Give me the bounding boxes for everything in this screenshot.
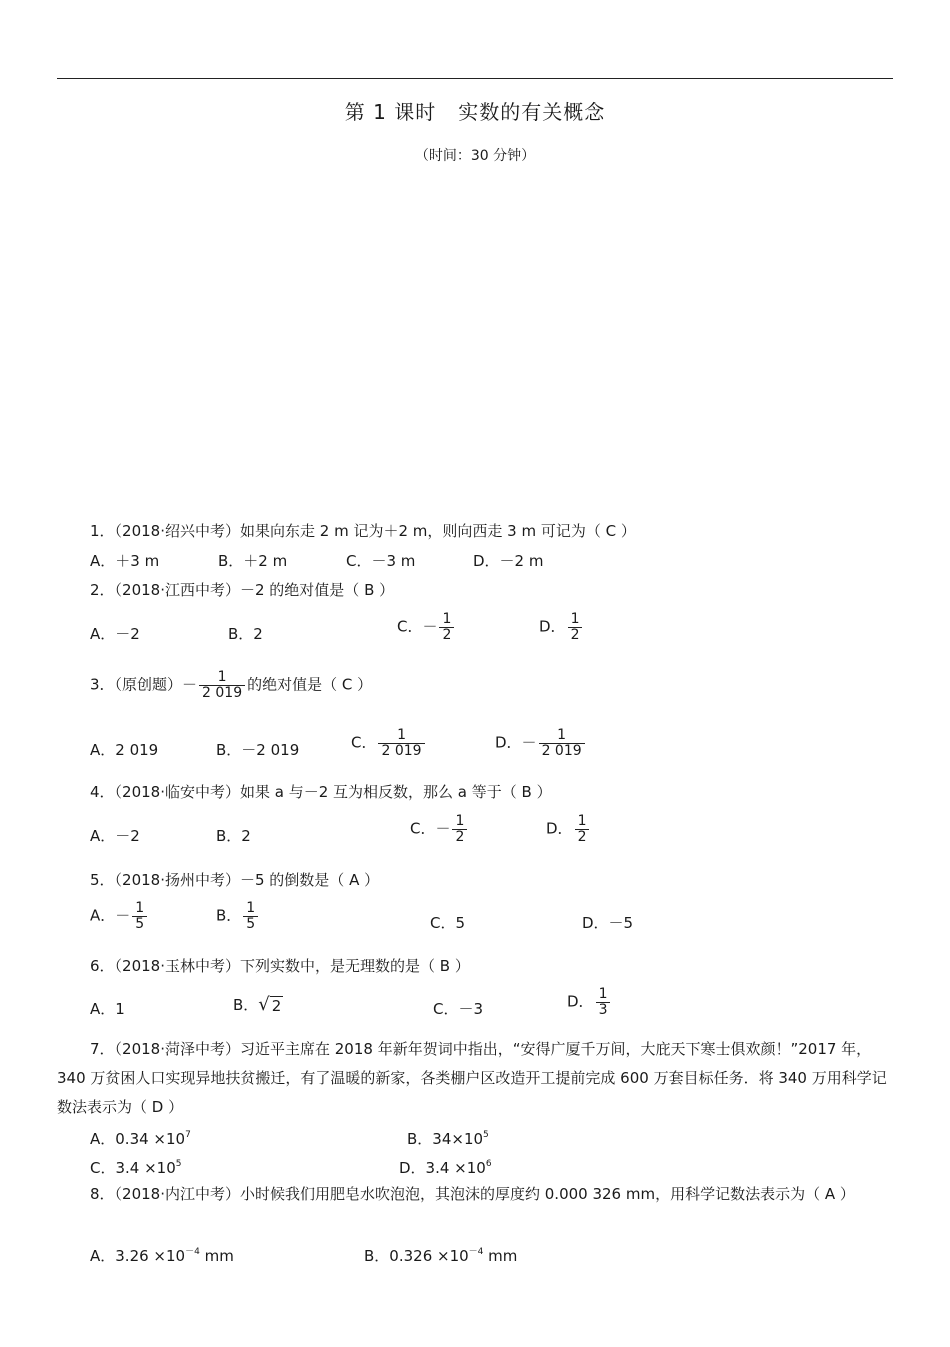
question-6-stem: 6．（2018·玉林中考）下列实数中，是无理数的是（ B ）	[90, 957, 470, 975]
header-rule	[57, 78, 893, 79]
q5-option-b: B． $\frac{1}{5}$	[216, 901, 260, 931]
q3-option-b: B．－2 019	[216, 741, 300, 759]
question-5-stem: 5．（2018·扬州中考）－5 的倒数是（ A ）	[90, 871, 380, 889]
q4-option-b: B．2	[216, 827, 251, 845]
question-7-stem: 7．（2018·菏泽中考）习近平主席在 2018 年新年贺词中指出，“安得广厦千万间，大庇天下寒士俱欢颜！”2017 年，340 万贫困人口实现异地扶贫搬迁，有了温暖的新家，各类棚户区改造开工提前完成 600 万套目标任务．将 340 万用科学记数法表示为（ D ）	[57, 1040, 887, 1116]
q4-option-a: A．－2	[90, 827, 140, 845]
fraction: $\frac{1}{2}$	[575, 814, 590, 844]
q4-option-d: D． $\frac{1}{2}$	[546, 814, 591, 844]
question-1-stem: 1．（2018·绍兴中考）如果向东走 2 m 记为＋2 m，则向西走 3 m 可记为（ C ）	[90, 522, 636, 540]
q5-option-d: D．－5	[582, 914, 634, 932]
q8-option-a: A．$3.26 \times 10^{-4}$ mm	[90, 1247, 234, 1265]
fraction: $\frac{1}{2 019}$	[539, 728, 585, 758]
q6-option-c: C．－3	[433, 1000, 484, 1018]
q6-option-a: A．1	[90, 1000, 125, 1018]
q2-option-c-label: C．－	[397, 617, 438, 636]
square-root: √ 2	[258, 994, 282, 1015]
q5-option-a: A．－ $\frac{1}{5}$	[90, 901, 149, 931]
q1-option-b: B．＋2 m	[218, 552, 288, 570]
q6-option-b: B． √ 2	[233, 994, 282, 1015]
page-title	[0, 96, 950, 125]
q2-option-a: A．－2	[90, 625, 140, 643]
fraction: $\frac{1}{5}$	[243, 901, 258, 931]
q7-option-b: B．$34\times 10^5$	[407, 1130, 489, 1148]
fraction: $\frac{1}{2 019}$	[378, 728, 424, 758]
fraction: $\frac{1}{3}$	[596, 987, 611, 1017]
time-limit: （时间：30 分钟）	[414, 148, 536, 164]
q1-option-d: D．－2 m	[473, 552, 544, 570]
q7-option-a: A．$0.34 \times 10^7$	[90, 1130, 191, 1148]
fraction: $\frac{1}{2 019}$	[199, 670, 245, 700]
lesson-number: 第 1 课时	[344, 100, 437, 124]
fraction: $\frac{1}{2}$	[452, 814, 467, 844]
question-4-stem: 4．（2018·临安中考）如果 a 与－2 互为相反数，那么 a 等于（ B ）	[90, 783, 552, 801]
q7-option-d: D．$3.4 \times 10^6$	[399, 1159, 492, 1177]
q2-option-c	[397, 612, 456, 642]
q7-option-c: C．$3.4 \times 10^5$	[90, 1159, 182, 1177]
lesson-topic: 实数的有关概念	[458, 100, 606, 124]
q2-option-d-label: D．	[539, 617, 566, 636]
q1-option-a: A．＋3 m	[90, 552, 160, 570]
q3-option-d: D．－ $\frac{1}{2 019}$	[495, 728, 587, 758]
q8-option-b: B．$0.326 \times 10^{-4}$ mm	[364, 1247, 518, 1265]
q5-option-c: C．5	[430, 914, 466, 932]
question-3-stem: 3．（原创题）－ $\frac{1}{2 019}$ 的绝对值是（ C ）	[90, 669, 373, 701]
q2-option-b: B．2	[228, 625, 263, 643]
fraction: $\frac{1}{2}$	[568, 612, 583, 642]
q2-option-d	[539, 612, 584, 642]
fraction: $\frac{1}{5}$	[132, 901, 147, 931]
q6-option-d: D． $\frac{1}{3}$	[567, 987, 612, 1017]
q1-option-c: C．－3 m	[346, 552, 416, 570]
q3-option-a: A．2 019	[90, 741, 159, 759]
q4-option-c: C．－ $\frac{1}{2}$	[410, 814, 469, 844]
question-8-stem: 8．（2018·内江中考）小时候我们用肥皂水吹泡泡，其泡沫的厚度约 0.000 326 mm，用科学记数法表示为（ A ）	[90, 1185, 855, 1203]
q3-option-c: C． $\frac{1}{2 019}$	[351, 728, 427, 758]
fraction: $\frac{1}{2}$	[439, 612, 454, 642]
question-2-stem: 2．（2018·江西中考）－2 的绝对值是（ B ）	[90, 581, 395, 599]
